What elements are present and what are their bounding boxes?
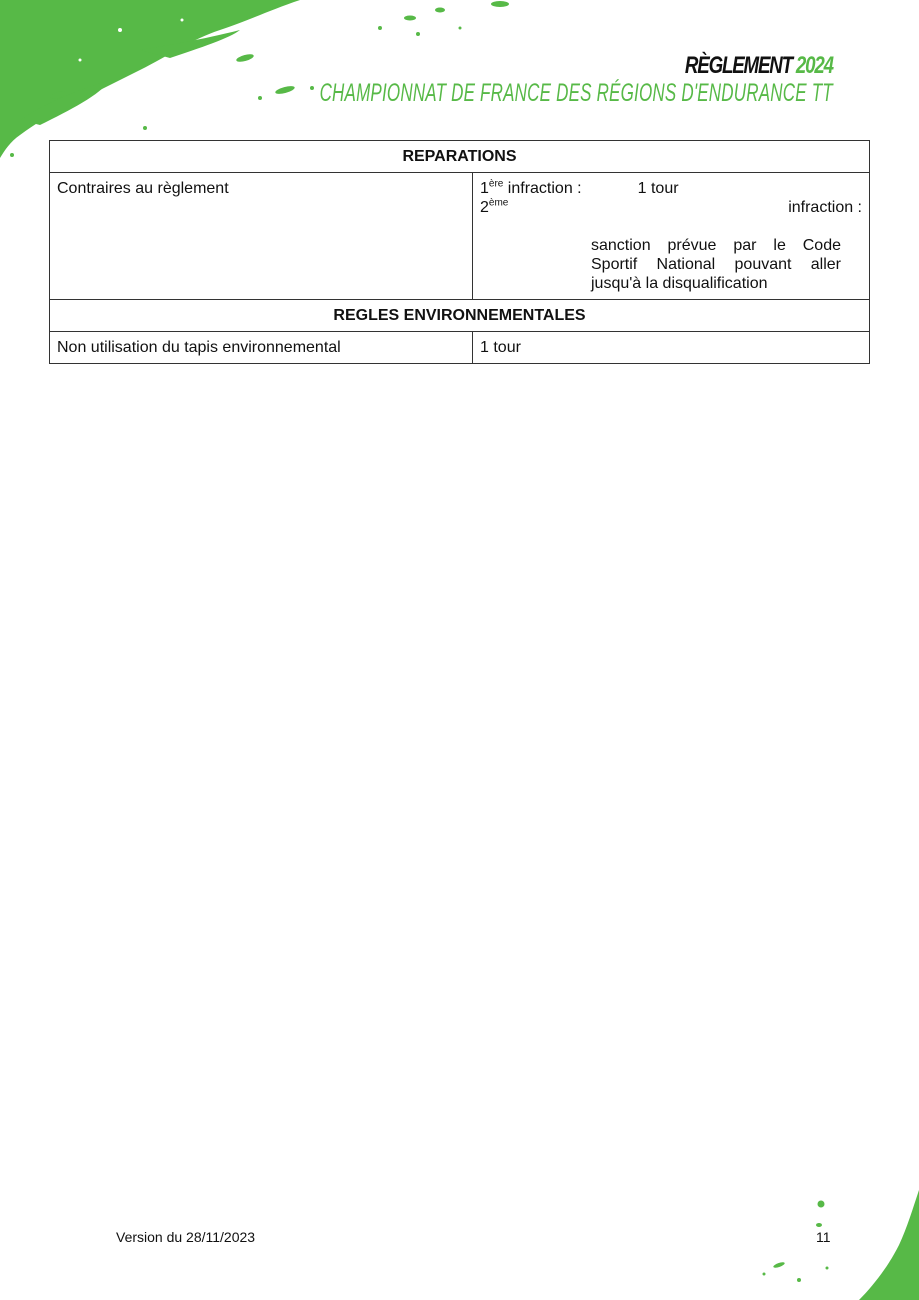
penalty-cell-tapis: 1 tour: [473, 332, 870, 364]
table-row: [50, 300, 870, 332]
row-label-reglement: Contraires au règlement: [50, 173, 473, 300]
page-number: 11: [816, 1229, 831, 1245]
second-infraction-label: infraction :: [788, 199, 862, 216]
table-row: [50, 141, 870, 173]
penalty-cell-reglement: [473, 173, 870, 300]
reglement-title: [244, 52, 833, 80]
first-infraction-label: 1ère infraction :: [480, 178, 582, 197]
section-title-environnement: REGLES ENVIRONNEMENTALES: [50, 300, 870, 332]
reglement-word: RÈGLEMENT: [685, 52, 793, 79]
first-infraction-penalty: 1 tour: [637, 180, 679, 197]
second-infraction-number: 2ème: [480, 197, 509, 216]
table-row: [50, 173, 870, 300]
second-infraction-penalty: sanction prévue par le Code Sportif National pouvant aller jusqu'à la disqualification: [591, 237, 841, 292]
row-label-tapis: Non utilisation du tapis environnemental: [50, 332, 473, 364]
second-infraction: [480, 198, 862, 217]
section-title-reparations: REPARATIONS: [50, 141, 870, 173]
reglement-year: 2024: [796, 52, 833, 79]
footer-version: Version du 28/11/2023: [116, 1229, 256, 1245]
table-row: [50, 332, 870, 364]
green-splash-decoration-bottom: [739, 1190, 919, 1300]
document-header: [78, 52, 833, 106]
championship-title: CHAMPIONNAT DE FRANCE DES RÉGIONS D'ENDURANCE TT: [319, 79, 833, 107]
penalties-table: [49, 140, 870, 364]
first-infraction: [480, 179, 862, 198]
